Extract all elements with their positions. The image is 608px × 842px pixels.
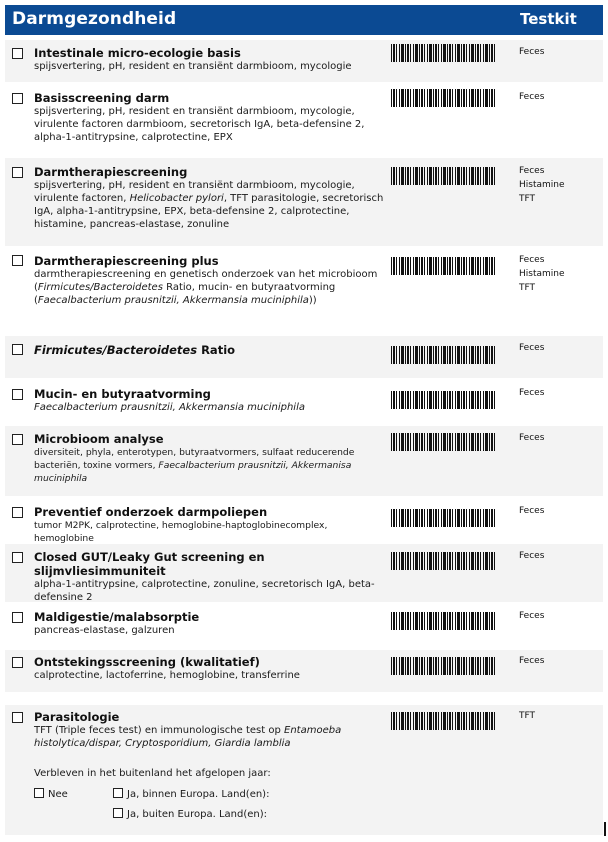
test-row-maldigestie-malabsorptie	[5, 605, 603, 647]
testkit-item: Histamine	[519, 269, 565, 279]
checkbox[interactable]	[12, 434, 23, 445]
test-row-ontstekingsscreening	[5, 650, 603, 692]
barcode	[391, 657, 497, 675]
test-row-parasitologie	[5, 705, 603, 835]
testkit-list	[519, 90, 544, 104]
testkit-item: Feces	[519, 255, 545, 265]
abroad-question: Verbleven in het buitenland het afgelopen jaar:	[34, 768, 271, 779]
checkbox[interactable]	[12, 612, 23, 623]
checkbox[interactable]	[12, 552, 23, 563]
test-row-preventief-darmpoliepen	[5, 499, 603, 544]
test-row-firmicutes-ratio	[5, 336, 603, 378]
checkbox[interactable]	[12, 255, 23, 266]
test-description: tumor M2PK, calprotectine, hemoglobine-haptoglobinecomplex, hemoglobine	[34, 520, 328, 544]
testkit-list	[519, 253, 565, 295]
testkit-list	[519, 341, 544, 355]
barcode	[391, 552, 497, 570]
testkit-item: Feces	[519, 343, 545, 353]
barcode	[391, 44, 497, 62]
test-row-closed-gut-leaky-gut	[5, 544, 603, 602]
barcode	[391, 257, 497, 275]
test-description: spijsvertering, pH, resident en transiënt darmbioom, mycologie, virulente factoren darmbioom, secretorisch IgA, beta-defensine 2, alpha-1-antitrypsine, calprotectine, EPX	[34, 106, 365, 143]
testkit-list	[519, 709, 535, 723]
test-row-microbioom-analyse	[5, 426, 603, 496]
test-description: alpha-1-antitrypsine, calprotectine, zonuline, secretorisch IgA, beta-defensine 2	[34, 579, 375, 603]
barcode	[391, 509, 497, 527]
test-row-intestinale-micro-ecologie	[5, 40, 603, 82]
section-title: Darmgezondheid	[12, 9, 177, 29]
test-title: Intestinale micro-ecologie basis	[34, 46, 241, 60]
barcode	[391, 612, 497, 630]
test-description: calprotectine, lactoferrine, hemoglobine, transferrine	[34, 670, 300, 681]
testkit-item: TFT	[519, 283, 536, 293]
testkit-list	[519, 609, 544, 623]
testkit-list	[519, 504, 544, 518]
testkit-item: TFT	[519, 711, 536, 721]
page-edge-mark	[604, 822, 606, 836]
test-title: Closed GUT/Leaky Gut screening en slijmvliesimmuniteit	[34, 550, 265, 578]
checkbox[interactable]	[12, 93, 23, 104]
testkit-item: TFT	[519, 194, 536, 204]
test-row-darmtherapiescreening	[5, 158, 603, 246]
checkbox[interactable]	[12, 389, 23, 400]
test-title: Parasitologie	[34, 710, 120, 724]
testkit-item: Feces	[519, 551, 545, 561]
barcode	[391, 346, 497, 364]
checkbox[interactable]	[34, 788, 44, 798]
checkbox[interactable]	[12, 48, 23, 59]
testkit-item: Feces	[519, 92, 545, 102]
test-row-darmtherapiescreening-plus	[5, 249, 603, 333]
testkit-list	[519, 549, 544, 563]
testkit-list	[519, 654, 544, 668]
section-header	[5, 5, 603, 35]
testkit-list	[519, 164, 565, 206]
test-title: Ontstekingsscreening (kwalitatief)	[34, 655, 260, 669]
option-nee[interactable]: Nee	[34, 788, 68, 800]
option-binnen-europa[interactable]: Ja, binnen Europa. Land(en):	[113, 788, 269, 800]
testkit-item: Feces	[519, 433, 545, 443]
test-row-mucin-butyraatvorming	[5, 381, 603, 423]
test-description: Faecalbacterium prausnitzii, Akkermansia muciniphila	[34, 402, 305, 413]
test-row-basisscreening-darm	[5, 85, 603, 155]
test-title: Preventief onderzoek darmpoliepen	[34, 505, 268, 519]
barcode	[391, 89, 497, 107]
barcode	[391, 712, 497, 730]
testkit-item: Histamine	[519, 180, 565, 190]
checkbox[interactable]	[12, 657, 23, 668]
testkit-list	[519, 431, 544, 445]
test-description: spijsvertering, pH, resident en transiënt darmbioom, mycologie, virulente factoren, Helicobacter pylori, TFT parasitologie, secretorisch IgA, alpha-1-antitrypsine, EPX, beta-defensine 2, calprotectine, histamine, pancreas-elastase, zonuline	[34, 180, 384, 230]
checkbox[interactable]	[12, 712, 23, 723]
testkit-item: Feces	[519, 388, 545, 398]
testkit-list	[519, 45, 544, 59]
testkit-item: Feces	[519, 166, 545, 176]
test-description: darmtherapiescreening en genetisch onderzoek van het microbioom (Firmicutes/Bacteroidetes Ratio, mucin- en butyraatvorming (Faecalbacterium prausnitzii, Akkermansia muciniphila))	[34, 269, 378, 306]
test-title: Darmtherapiescreening plus	[34, 254, 219, 268]
barcode	[391, 167, 497, 185]
test-title: Maldigestie/malabsorptie	[34, 610, 200, 624]
test-description: pancreas-elastase, galzuren	[34, 625, 175, 636]
test-title: Firmicutes/Bacteroidetes Ratio	[34, 343, 236, 357]
testkit-list	[519, 386, 544, 400]
test-description: TFT (Triple feces test) en immunologische test op Entamoeba histolytica/dispar, Cryptosporidium, Giardia lamblia	[34, 725, 342, 749]
test-title: Basisscreening darm	[34, 91, 170, 105]
checkbox[interactable]	[113, 788, 123, 798]
checkbox[interactable]	[12, 167, 23, 178]
test-title: Mucin- en butyraatvorming	[34, 387, 211, 401]
testkit-column-header: Testkit	[520, 10, 577, 28]
testkit-item: Feces	[519, 611, 545, 621]
barcode	[391, 391, 497, 409]
option-buiten-europa[interactable]: Ja, buiten Europa. Land(en):	[113, 808, 267, 820]
testkit-item: Feces	[519, 47, 545, 57]
test-title: Microbioom analyse	[34, 432, 164, 446]
testkit-item: Feces	[519, 506, 545, 516]
checkbox[interactable]	[113, 808, 123, 818]
barcode	[391, 433, 497, 451]
test-description: diversiteit, phyla, enterotypen, butyraatvormers, sulfaat reducerende bacteriën, toxine vormers, Faecalbacterium prausnitzii, Akkermanisa muciniphila	[34, 447, 355, 484]
test-title: Darmtherapiescreening	[34, 165, 188, 179]
test-description: spijsvertering, pH, resident en transiënt darmbioom, mycologie	[34, 61, 352, 72]
testkit-item: Feces	[519, 656, 545, 666]
checkbox[interactable]	[12, 507, 23, 518]
checkbox[interactable]	[12, 344, 23, 355]
